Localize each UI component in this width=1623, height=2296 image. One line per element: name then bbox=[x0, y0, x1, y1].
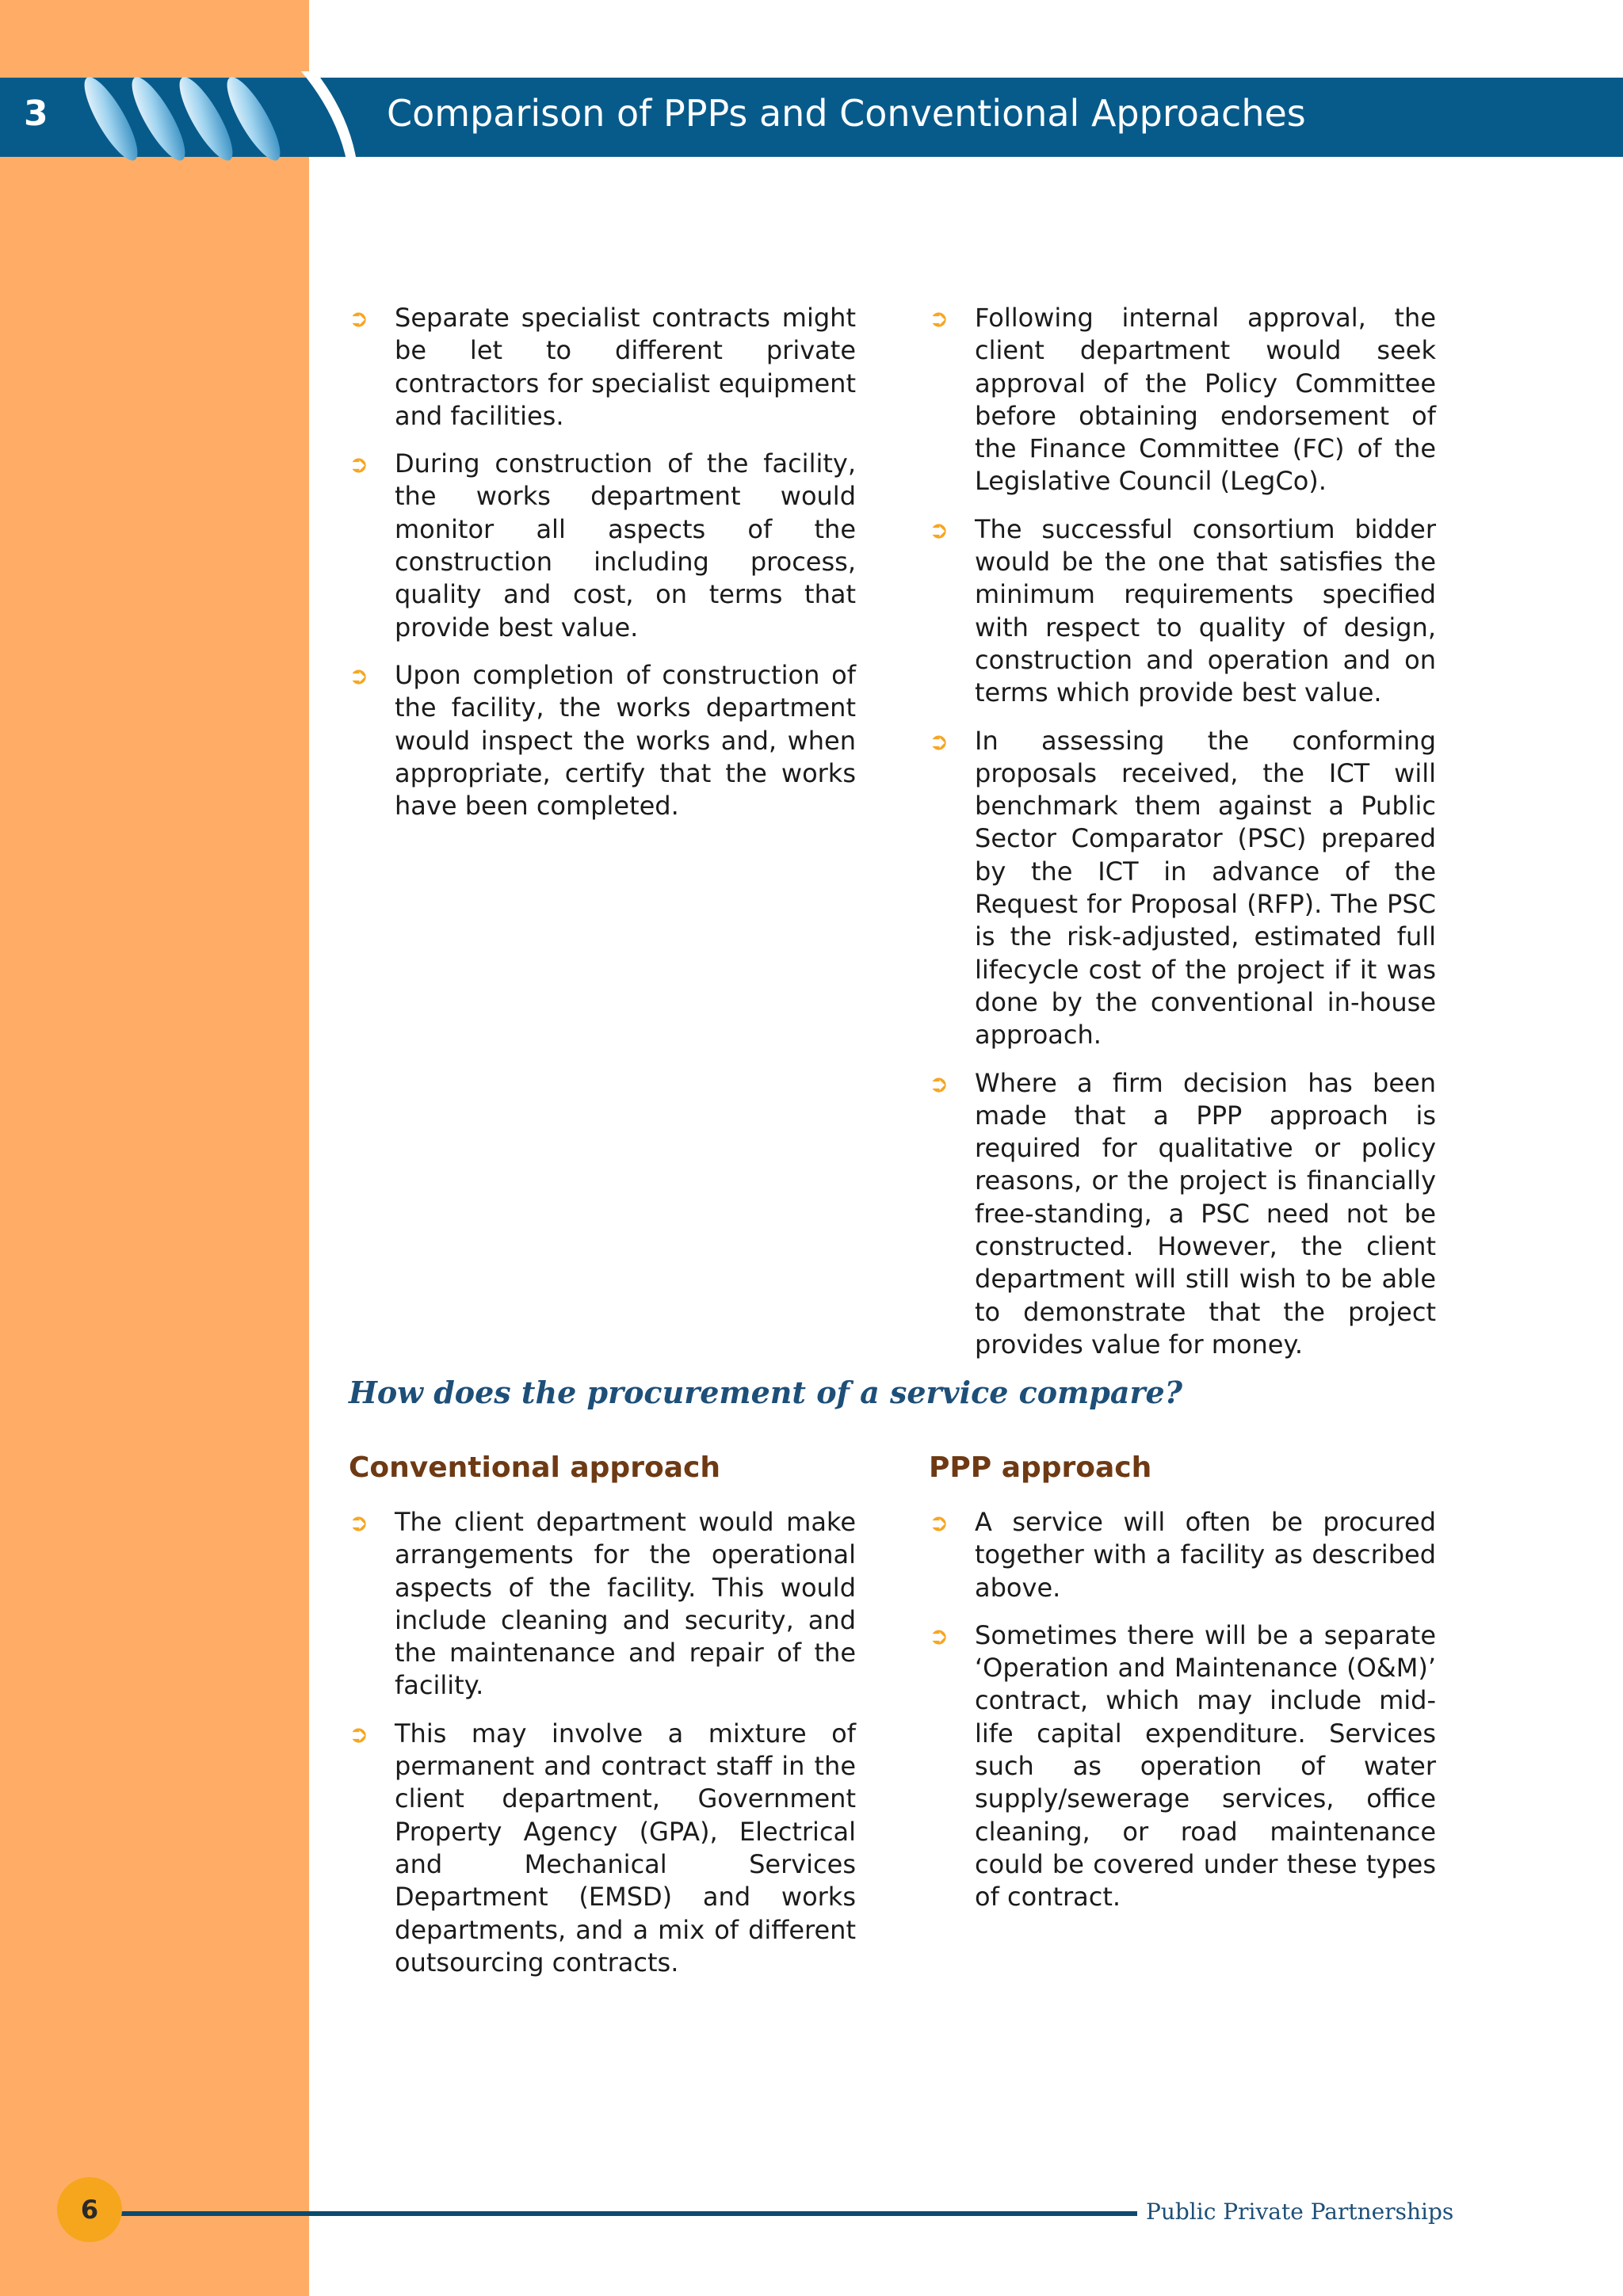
list-item bbox=[929, 302, 1436, 498]
arrow-right-icon: ➲ bbox=[929, 305, 949, 333]
orange-sidebar bbox=[0, 0, 309, 2296]
list-item bbox=[929, 513, 1436, 710]
arrow-right-icon: ➲ bbox=[349, 1720, 369, 1749]
page-title: Comparison of PPPs and Conventional Approaches bbox=[387, 92, 1306, 135]
ppp-column bbox=[929, 1506, 1436, 1929]
chapter-number: 3 bbox=[24, 93, 48, 134]
list-item-text: The successful consortium bidder would be the one that satisfies the minimum requirements specified with respect to quality of design, construction and operation and on terms which provide best value. bbox=[975, 513, 1436, 708]
list-item bbox=[349, 302, 856, 433]
page-number-badge bbox=[57, 2177, 122, 2242]
list-item bbox=[349, 448, 856, 644]
left-top-list bbox=[349, 302, 856, 822]
header-ornament-icon bbox=[63, 71, 365, 173]
list-item-text: In assessing the conforming proposals received, the ICT will benchmark them against a Public Sector Comparator (PSC) prepared by the ICT in advance of the Request for Proposal (RFP). The PSC is the risk-adjusted, estimated full lifecycle cost of the project if it was done by the conventional in-house approach. bbox=[975, 725, 1436, 1051]
list-item bbox=[349, 1718, 856, 1979]
footer-rule bbox=[119, 2211, 1137, 2216]
list-item-text: This may involve a mixture of permanent and contract staff in the client department, Government Property Agency (GPA), Electrical and Mechanical Services Department (EMSD) and works departments, and a mix of different outsourcing contracts. bbox=[395, 1718, 856, 1978]
list-item bbox=[349, 659, 856, 822]
conventional-heading: Conventional approach bbox=[349, 1451, 720, 1484]
left-column-top bbox=[349, 302, 856, 837]
arrow-right-icon: ➲ bbox=[929, 516, 949, 544]
conventional-list bbox=[349, 1506, 856, 1979]
list-item-text: Sometimes there will be a separate ‘Operation and Maintenance (O&M)’ contract, which may include mid-life capital expenditure. Services such as operation of water supply/sewerage services, office cleaning, or road maintenance could be covered under these types of contract. bbox=[975, 1619, 1436, 1913]
list-item-text: The client department would make arrangements for the operational aspects of the facility. This would include cleaning and security, and the maintenance and repair of the facility. bbox=[395, 1507, 856, 1701]
list-item bbox=[929, 1067, 1436, 1362]
right-column-top bbox=[929, 302, 1436, 1376]
arrow-right-icon: ➲ bbox=[929, 727, 949, 756]
list-item-text: Separate specialist contracts might be let to different private contractors for specialist equipment and facilities. bbox=[395, 303, 856, 431]
conventional-column bbox=[349, 1506, 856, 1994]
list-item-text: Following internal approval, the client department would seek approval of the Policy Committee before obtaining endorsement of the Finance Committee (FC) of the Legislative Council (LegCo). bbox=[975, 303, 1436, 497]
arrow-right-icon: ➲ bbox=[349, 1509, 369, 1537]
arrow-right-icon: ➲ bbox=[349, 451, 369, 479]
list-item-text: Where a firm decision has been made that a PPP approach is required for qualitative or policy reasons, or the project is financially free-standing, a PSC need not be constructed. However, the client department will still wish to be able to demonstrate that the project provides value for money. bbox=[975, 1067, 1436, 1360]
list-item bbox=[929, 1619, 1436, 1914]
arrow-right-icon: ➲ bbox=[929, 1509, 949, 1537]
list-item bbox=[929, 725, 1436, 1052]
list-item bbox=[349, 1506, 856, 1703]
ppp-list bbox=[929, 1506, 1436, 1914]
list-item-text: Upon completion of construction of the facility, the works department would inspect the works and, when appropriate, certify that the works have been completed. bbox=[395, 659, 856, 822]
list-item-text: During construction of the facility, the works department would monitor all aspects of the construction including process, quality and cost, on terms that provide best value. bbox=[395, 448, 856, 643]
arrow-right-icon: ➲ bbox=[929, 1622, 949, 1650]
ppp-heading: PPP approach bbox=[929, 1451, 1152, 1484]
arrow-right-icon: ➲ bbox=[349, 662, 369, 690]
section-question: How does the procurement of a service compare? bbox=[349, 1375, 1182, 1410]
arrow-right-icon: ➲ bbox=[929, 1070, 949, 1098]
footer-publication-title: Public Private Partnerships bbox=[1146, 2199, 1454, 2225]
right-top-list bbox=[929, 302, 1436, 1361]
page-number: 6 bbox=[80, 2195, 99, 2225]
list-item-text: A service will often be procured together with a facility as described above. bbox=[975, 1507, 1436, 1603]
list-item bbox=[929, 1506, 1436, 1604]
arrow-right-icon: ➲ bbox=[349, 305, 369, 333]
